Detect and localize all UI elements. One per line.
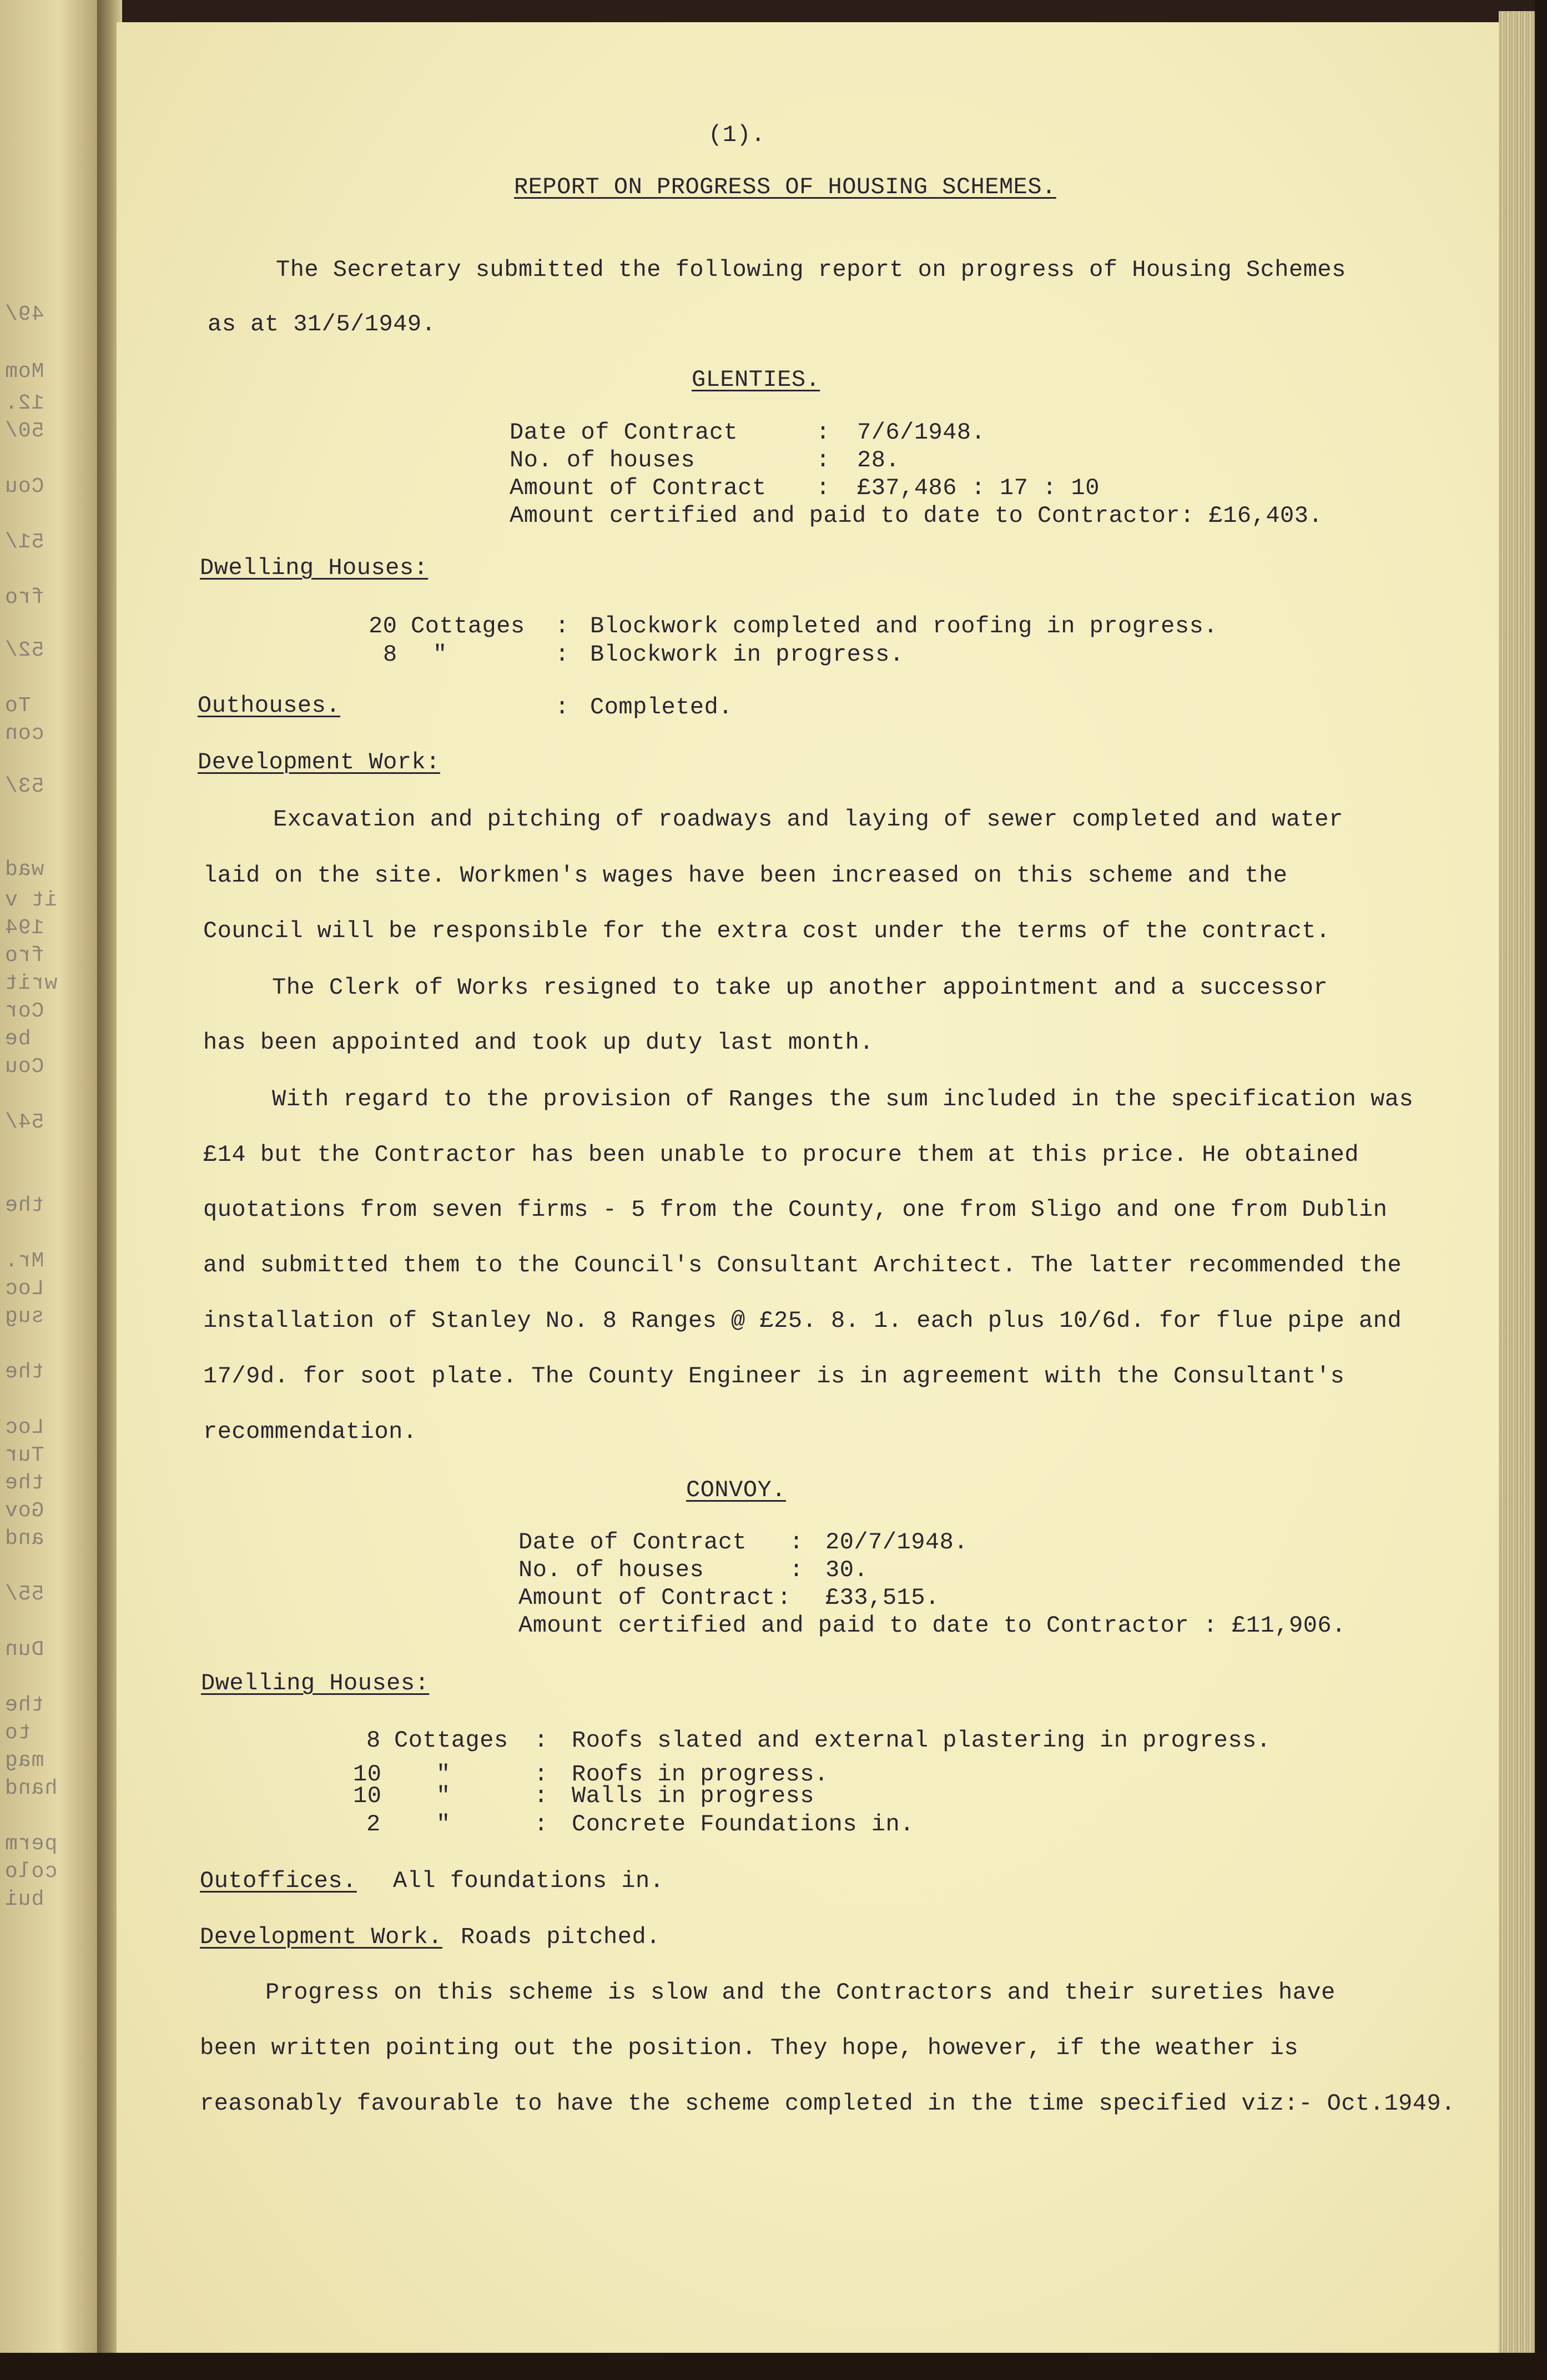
margin-fragment: Cou (4, 1055, 44, 1079)
dwelling-sep: : (555, 641, 570, 668)
contract-value: £37,486 : 17 : 10 (857, 475, 1100, 501)
margin-fragment: to (4, 1721, 31, 1745)
intro-line: The Secretary submitted the following report on progress of Housing Schemes (276, 256, 1346, 283)
contract-sep: : (777, 1584, 792, 1611)
contract-value: 30. (825, 1557, 869, 1583)
margin-fragment: be (4, 1027, 31, 1051)
dwelling-type: Cottages (411, 613, 525, 640)
paragraph-line: £14 but the Contractor has been unable to procure them at this price. He obtained (203, 1141, 1359, 1168)
dwelling-type: " (436, 1811, 451, 1838)
contract-label: Date of Contract (510, 419, 738, 446)
paragraph-line: has been appointed and took up duty last month. (203, 1029, 874, 1056)
glenties-heading: GLENTIES. (692, 366, 820, 393)
facing-page (0, 0, 108, 2380)
dwelling-heading: Dwelling Houses: (201, 1670, 430, 1697)
intro-line: as at 31/5/1949. (208, 311, 436, 338)
paragraph-line: reasonably favourable to have the scheme completed in the time specified viz:- Oct.1949. (200, 2090, 1455, 2117)
outhouses-sep: : (555, 694, 570, 721)
dwelling-type: " (433, 641, 447, 668)
paragraph-line: Excavation and pitching of roadways and laying of sewer completed and water (273, 806, 1343, 833)
margin-fragment: fro (4, 944, 44, 968)
margin-fragment: To (4, 694, 31, 718)
margin-fragment: bui (4, 1888, 44, 1911)
bottom-shadow (0, 2353, 1547, 2380)
margin-fragment: Mr. (4, 1249, 44, 1273)
paragraph-line: Council will be responsible for the extra cost under the terms of the contract. (203, 918, 1331, 944)
development-heading: Development Work: (198, 749, 440, 776)
margin-fragment: the (4, 1471, 44, 1495)
margin-fragment: Loc (4, 1416, 44, 1440)
contract-value: £33,515. (825, 1584, 940, 1611)
contract-label: Amount of Contract (510, 475, 767, 501)
contract-sep: : (816, 475, 830, 501)
margin-fragment: 51/ (4, 530, 44, 554)
dwelling-count: 10 (353, 1761, 382, 1788)
margin-fragment: 54/ (4, 1110, 44, 1134)
margin-fragment: 12. (4, 391, 44, 415)
dwelling-count: 2 (366, 1811, 381, 1838)
contract-label: No. of houses (510, 447, 696, 474)
contract-sep: : (816, 447, 830, 474)
dwelling-sep: : (534, 1783, 548, 1809)
margin-fragment: Cor (4, 999, 44, 1023)
dwelling-heading: Dwelling Houses: (200, 555, 429, 581)
dwelling-status: Blockwork completed and roofing in progress. (590, 613, 1218, 640)
margin-fragment: Cou (4, 475, 44, 499)
margin-fragment: Mom (4, 360, 44, 384)
dwelling-sep: : (555, 613, 570, 640)
dwelling-status: Roofs slated and external plastering in progress. (572, 1727, 1271, 1754)
margin-fragment: 194 (4, 916, 44, 940)
development-text: Roads pitched. (461, 1924, 661, 1950)
contract-label: Amount of Contract (518, 1584, 775, 1611)
paragraph-line: been written pointing out the position. They hope, however, if the weather is (200, 2035, 1299, 2061)
contract-value: 28. (857, 447, 900, 474)
contract-label: No. of houses (518, 1557, 704, 1583)
dwelling-status: Walls in progress (572, 1783, 814, 1809)
margin-fragment: the (4, 1693, 44, 1717)
certified-amount: Amount certified and paid to date to Contractor : £11,906. (518, 1612, 1346, 1639)
margin-fragment: 50/ (4, 419, 44, 443)
dwelling-status: Blockwork in progress. (590, 641, 904, 668)
dwelling-type: " (436, 1783, 451, 1809)
dwelling-count: 8 (383, 641, 397, 668)
paragraph-line: recommendation. (203, 1418, 417, 1445)
margin-fragment: and (4, 1527, 44, 1551)
page-edges (1499, 11, 1538, 2365)
contract-sep: : (816, 419, 830, 446)
margin-fragment: 55/ (4, 1582, 44, 1606)
dwelling-status: Concrete Foundations in. (572, 1811, 914, 1838)
paragraph-line: installation of Stanley No. 8 Ranges @ £25. 8. 1. each plus 10/6d. for flue pipe and (203, 1307, 1402, 1334)
page-number: (1). (708, 122, 765, 148)
dwelling-sep: : (534, 1811, 548, 1838)
dwelling-sep: : (534, 1761, 548, 1788)
outoffices-text: All foundations in. (393, 1868, 664, 1894)
paragraph-line: With regard to the provision of Ranges the sum included in the specification was (272, 1086, 1414, 1113)
contract-value: 20/7/1948. (825, 1529, 969, 1556)
outhouses-status: Completed. (590, 694, 733, 721)
contract-value: 7/6/1948. (857, 419, 986, 446)
dwelling-count: 8 (366, 1727, 381, 1754)
margin-fragment: the (4, 1194, 44, 1217)
contract-label: Date of Contract (518, 1529, 747, 1556)
paragraph-line: and submitted them to the Council's Consultant Architect. The latter recommended the (203, 1252, 1402, 1279)
margin-fragment: wad (4, 858, 44, 882)
dwelling-count: 20 (369, 613, 397, 640)
margin-fragment: con (4, 722, 44, 746)
margin-fragment: Tur (4, 1443, 44, 1467)
margin-fragment: 49/ (4, 303, 44, 326)
dwelling-status: Roofs in progress. (572, 1761, 829, 1788)
outoffices-label: Outoffices. (200, 1868, 357, 1894)
contract-sep: : (789, 1557, 804, 1583)
dwelling-type: " (436, 1761, 451, 1788)
margin-fragment: 52/ (4, 638, 44, 662)
paragraph-line: The Clerk of Works resigned to take up another appointment and a successor (272, 974, 1328, 1001)
margin-fragment: writ (4, 972, 58, 995)
margin-fragment: Loc (4, 1277, 44, 1301)
margin-fragment: mag (4, 1749, 44, 1773)
paragraph-line: 17/9d. for soot plate. The County Engineer is in agreement with the Consultant's (203, 1363, 1345, 1390)
dwelling-count: 10 (353, 1783, 382, 1809)
convoy-heading: CONVOY. (686, 1477, 786, 1503)
dwelling-type: Cottages (394, 1727, 508, 1754)
margin-fragment: hand (4, 1777, 58, 1800)
margin-fragment: the (4, 1360, 44, 1384)
margin-fragment: colo (4, 1860, 58, 1884)
margin-fragment: it v (4, 888, 58, 912)
margin-fragment: Gov (4, 1499, 44, 1523)
margin-fragment: 53/ (4, 774, 44, 798)
outhouses-label: Outhouses. (198, 692, 341, 719)
paragraph-line: quotations from seven firms - 5 from the County, one from Sligo and one from Dublin (203, 1196, 1388, 1223)
paragraph-line: Progress on this scheme is slow and the Contractors and their sureties have (265, 1979, 1336, 2006)
margin-fragment: perm (4, 1832, 58, 1856)
development-label: Development Work. (200, 1924, 442, 1950)
report-title: REPORT ON PROGRESS OF HOUSING SCHEMES. (514, 174, 1056, 200)
margin-fragment: fro (4, 586, 44, 610)
contract-sep: : (789, 1529, 804, 1556)
book-cover-edge (1535, 0, 1547, 2380)
dwelling-sep: : (534, 1727, 548, 1754)
certified-amount: Amount certified and paid to date to Contractor: £16,403. (510, 502, 1323, 529)
margin-fragment: Dun (4, 1638, 44, 1662)
margin-fragment: sug (4, 1305, 44, 1329)
paragraph-line: laid on the site. Workmen's wages have been increased on this scheme and the (203, 862, 1288, 889)
